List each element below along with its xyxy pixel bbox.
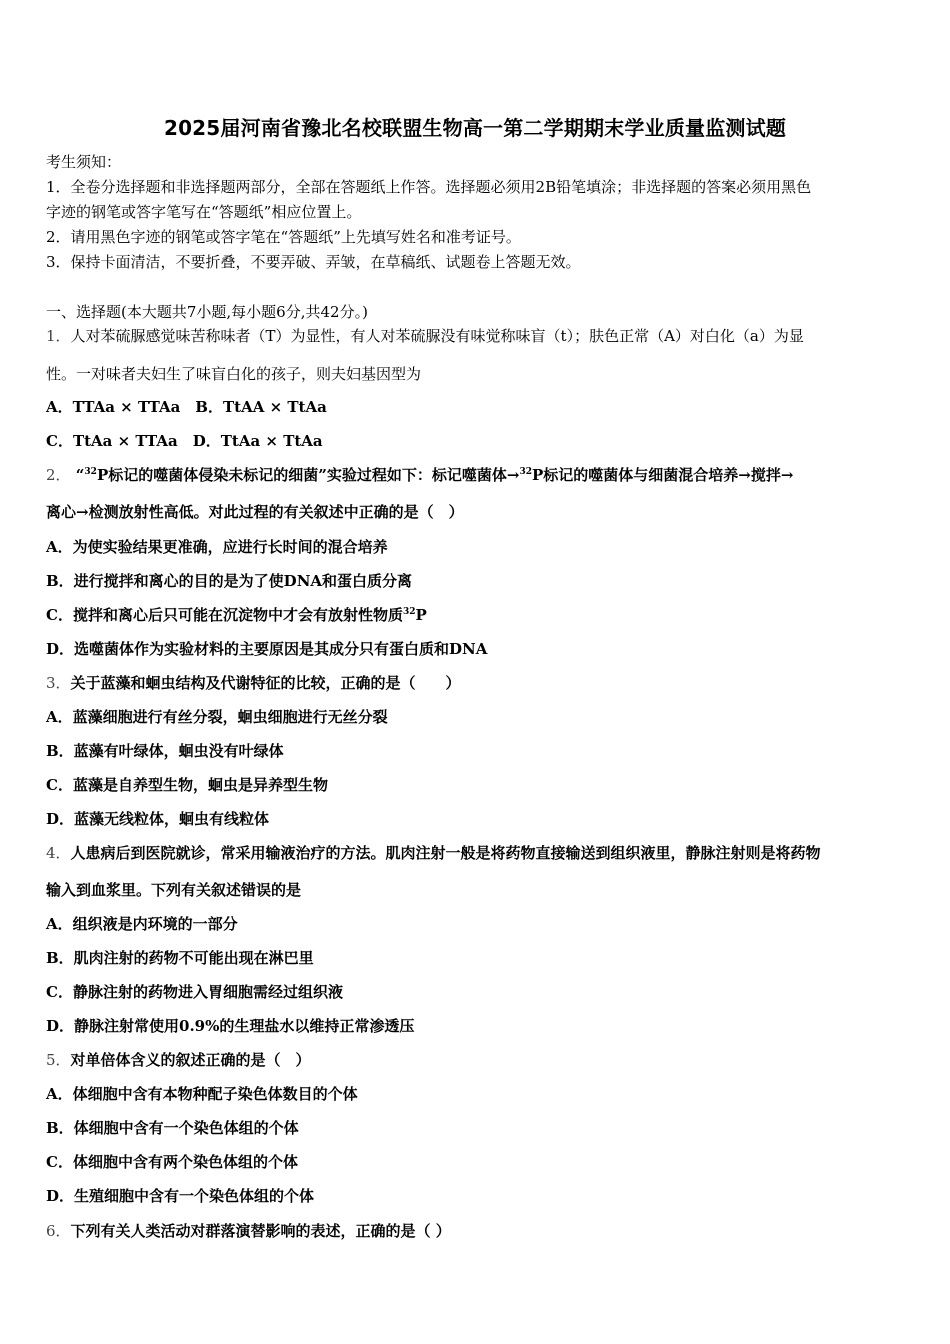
- notice-item-1-line-2: 字迹的钢笔或答字笔写在“答题纸”相应位置上。: [46, 203, 362, 221]
- question-2-option-c: [46, 605, 427, 625]
- question-5-stem: [46, 1050, 311, 1070]
- question-1-options-cd: C．TtAa × TTAa D．TtAa × TtAa: [46, 432, 323, 450]
- question-stem: 对单倍体含义的叙述正确的是（ ）: [70, 1051, 311, 1069]
- question-stem-part: P标记的噬菌体侵染未标记的细菌”实验过程如下：标记噬菌体→: [96, 466, 520, 484]
- question-2-line-2: 离心→检测放射性高低。对此过程的有关叙述中正确的是（ ）: [46, 503, 464, 521]
- question-stem: 人患病后到医院就诊，常采用输液治疗的方法。肌肉注射一般是将药物直接输送到组织液里，静脉注射则是将药物: [70, 844, 821, 862]
- question-5-option-c: C．体细胞中含有两个染色体组的个体: [46, 1153, 298, 1171]
- question-number: 4．: [46, 844, 71, 862]
- question-number: 3．: [46, 674, 71, 692]
- question-stem: 关于蓝藻和蛔虫结构及代谢特征的比较，正确的是（ ）: [70, 674, 461, 692]
- question-2-option-a: A．为使实验结果更准确，应进行长时间的混合培养: [46, 538, 388, 556]
- notice-heading: 考生须知：: [46, 153, 122, 171]
- question-2-option-b: B．进行搅拌和离心的目的是为了使DNA和蛋白质分离: [46, 572, 413, 590]
- question-number: 5．: [46, 1051, 71, 1069]
- question-1-options-ab: A．TTAa × TTAa B．TtAA × TtAa: [46, 398, 327, 416]
- question-5-option-b: B．体细胞中含有一个染色体组的个体: [46, 1119, 299, 1137]
- question-2-line-1: [46, 465, 793, 485]
- notice-item-3: 3．保持卡面清洁，不要折叠，不要弄破、弄皱，在草稿纸、试题卷上答题无效。: [46, 253, 581, 271]
- question-6-stem: [46, 1221, 451, 1241]
- superscript: 32: [84, 467, 97, 477]
- question-3-stem: [46, 673, 461, 693]
- exam-title: 2025届河南省豫北名校联盟生物高一第二学期期末学业质量监测试题: [163, 116, 787, 140]
- question-stem-part: “: [75, 466, 85, 484]
- question-stem-part: P标记的噬菌体与细菌混合培养→搅拌→: [531, 466, 794, 484]
- question-stem: 人对苯硫脲感觉味苦称味者（T）为显性，有人对苯硫脲没有味觉称味盲（t）；肤色正常（A）对白化（a）为显: [70, 327, 804, 345]
- question-4-line-2: 输入到血浆里。下列有关叙述错误的是: [46, 881, 302, 899]
- question-2-option-d: D．选噬菌体作为实验材料的主要原因是其成分只有蛋白质和DNA: [46, 640, 488, 658]
- section-heading: 一、选择题(本大题共7小题,每小题6分,共42分。): [46, 303, 368, 321]
- question-stem: 下列有关人类活动对群落演替影响的表述，正确的是（ ）: [70, 1222, 451, 1240]
- question-5-option-d: D．生殖细胞中含有一个染色体组的个体: [46, 1187, 315, 1205]
- question-4-option-a: A．组织液是内环境的一部分: [46, 915, 238, 933]
- question-4-line-1: [46, 843, 821, 863]
- question-3-option-c: C．蓝藻是自养型生物，蛔虫是异养型生物: [46, 776, 328, 794]
- question-4-option-b: B．肌肉注射的药物不可能出现在淋巴里: [46, 949, 314, 967]
- superscript: 32: [402, 607, 416, 617]
- question-number: 1．: [46, 327, 71, 345]
- question-5-option-a: A．体细胞中含有本物种配子染色体数目的个体: [46, 1085, 358, 1103]
- notice-item-1-line-1: 1．全卷分选择题和非选择题两部分，全部在答题纸上作答。选择题必须用2B铅笔填涂；非选择题的答案必须用黑色: [46, 178, 812, 196]
- question-number: 2．: [46, 466, 71, 484]
- question-3-option-b: B．蓝藻有叶绿体，蛔虫没有叶绿体: [46, 742, 284, 760]
- superscript: 32: [519, 467, 532, 477]
- question-4-option-d: D．静脉注射常使用0.9%的生理盐水以维持正常渗透压: [46, 1017, 415, 1035]
- notice-item-2: 2．请用黑色字迹的钢笔或答字笔在“答题纸”上先填写姓名和准考证号。: [46, 228, 521, 246]
- question-number: 6．: [46, 1222, 71, 1240]
- question-3-option-a: A．蓝藻细胞进行有丝分裂，蛔虫细胞进行无丝分裂: [46, 708, 388, 726]
- option-text: C．搅拌和离心后只可能在沉淀物中才会有放射性物质: [46, 606, 403, 624]
- question-1-line-2: 性。一对味者夫妇生了味盲白化的孩子，则夫妇基因型为: [46, 365, 422, 383]
- question-3-option-d: D．蓝藻无线粒体，蛔虫有线粒体: [46, 810, 270, 828]
- question-4-option-c: C．静脉注射的药物进入胃细胞需经过组织液: [46, 983, 343, 1001]
- question-1-line-1: [46, 326, 804, 346]
- option-text: P: [415, 606, 427, 624]
